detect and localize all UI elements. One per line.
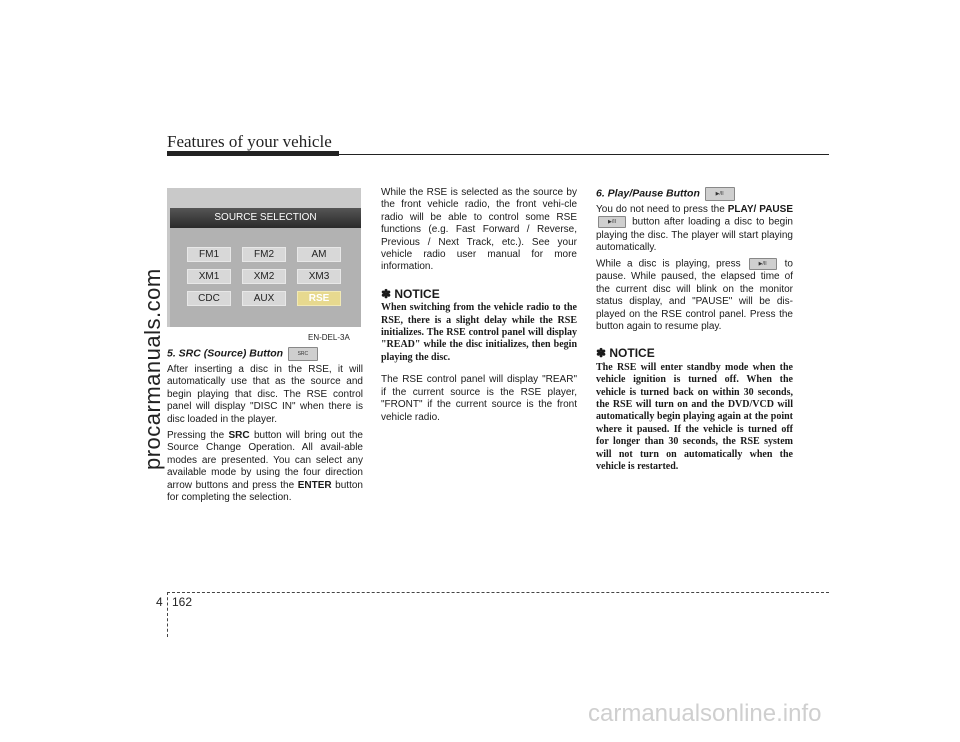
play-pause-heading: 6. Play/Pause Button <box>596 187 700 200</box>
source-button-rse-selected: RSE <box>297 291 341 306</box>
footer-rule <box>167 592 829 593</box>
notice-heading: ✽ NOTICE <box>381 286 440 301</box>
left-column <box>167 347 363 509</box>
source-button-aux: AUX <box>242 291 286 306</box>
side-watermark: procarmanuals.com <box>140 268 165 470</box>
source-button-xm2: XM2 <box>242 269 286 284</box>
play-pause-paragraph-2: While a disc is playing, press ▶/II to pause. While paused, the elapsed time of the current disc will blink on the monitor status display, and "PAUSE" will be dis-played on the RSE control panel. Press the button again to resume play. <box>596 258 793 332</box>
rse-display-paragraph: The RSE control panel will display "REAR" if the current source is the RSE player, "FRONT" if the current source is the front vehicle radio. <box>381 374 577 423</box>
rse-control-paragraph: While the RSE is selected as the source by the front vehicle radio, the front vehi-cle radio will be able to control some RSE functions (e.g. Fast Forward / Reverse, Previous / Next Track, etc.). See your vehicle radio user manual for more information. <box>381 187 577 273</box>
src-paragraph-2: Pressing the SRC button will bring out the Source Change Operation. All avail-able modes are presented. You can select any available mode by using the four direction arrow buttons and press the ENTER button for completing the selection. <box>167 430 363 504</box>
source-button-xm1: XM1 <box>187 269 231 284</box>
source-button-am: AM <box>297 247 341 262</box>
source-button-cdc: CDC <box>187 291 231 306</box>
screen-title: SOURCE SELECTION <box>170 208 361 228</box>
chapter-number: 4 <box>156 595 163 609</box>
header-rule <box>339 154 829 155</box>
play-pause-paragraph-1: You do not need to press the PLAY/ PAUSE▶/II button after loading a disc to begin playing the disc. The player will start playing automatically. <box>596 204 793 253</box>
figure-caption: EN-DEL-3A <box>308 333 350 342</box>
src-paragraph-1: After inserting a disc in the RSE, it will automatically use that as the source and begin playing that disc. The RSE control panel will display "DISC IN" when there is disc loaded in the player. <box>167 364 363 425</box>
footer-divider <box>167 592 168 637</box>
src-button-icon: SRC <box>288 347 318 361</box>
notice-body: When switching from the vehicle radio to the RSE, there is a slight delay while the RSE initializes. The RSE control panel will display "READ" while the disc initializes, then begin playing the disc. <box>381 302 577 363</box>
play-pause-icon: ▶/II <box>705 187 735 201</box>
source-button-fm2: FM2 <box>242 247 286 262</box>
middle-column <box>381 187 577 428</box>
source-button-fm1: FM1 <box>187 247 231 262</box>
notice-body: The RSE will enter standby mode when the vehicle ignition is turned off. When the vehicle is turned back on within 30 seconds, the RSE will turn on and the DVD/VCD will automatically begin playing again at the point where it paused. If the vehicle is turned off for longer than 30 seconds, the RSE system will not turn on automatically when the vehicle is restarted. <box>596 361 793 473</box>
right-column <box>596 187 793 473</box>
source-button-xm3: XM3 <box>297 269 341 284</box>
play-pause-icon: ▶/II <box>749 258 777 270</box>
bottom-watermark: carmanualsonline.info <box>588 700 822 727</box>
play-pause-icon: ▶/II <box>598 216 626 228</box>
page-number: 162 <box>172 595 193 609</box>
header-title: Features of your vehicle <box>167 132 332 151</box>
notice-heading: ✽ NOTICE <box>596 346 655 361</box>
header-bar <box>167 151 339 156</box>
src-heading: 5. SRC (Source) Button <box>167 347 284 360</box>
source-selection-figure <box>167 188 361 327</box>
